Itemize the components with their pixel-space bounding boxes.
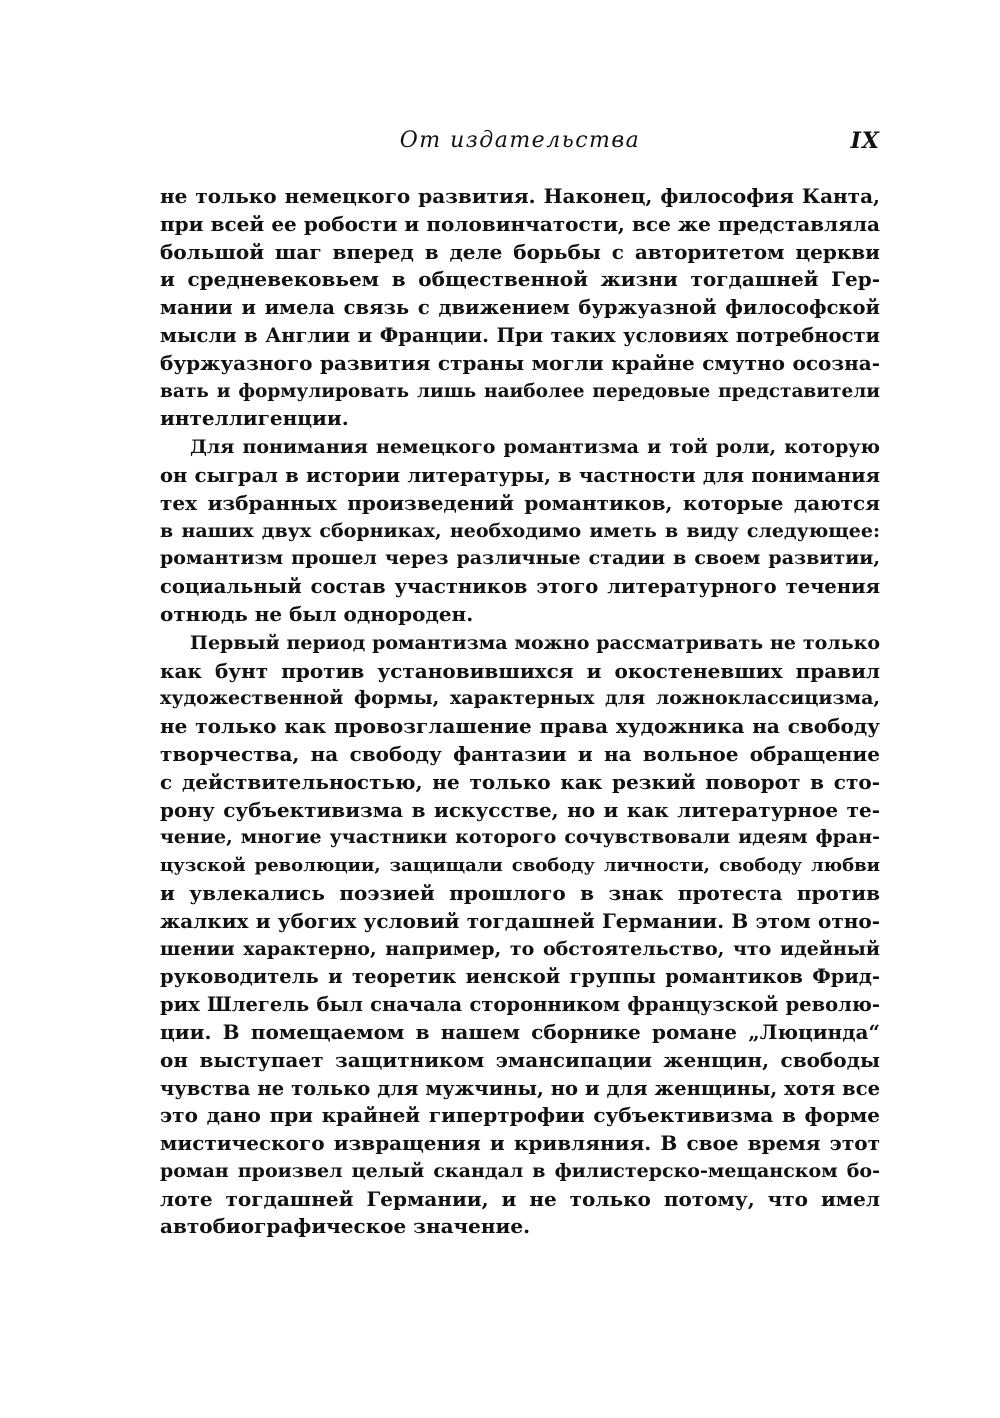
- text-line: буржуазного развития страны могли крайне смутно осозна-: [160, 350, 880, 375]
- text-line: вать и формулировать лишь наиболее передовые представители: [160, 380, 880, 402]
- text-line: он сыграл в истории литературы, в частности для понимания: [160, 463, 880, 487]
- text-line: ции. В помещаемом в нашем сборнике романе „Люцинда“: [160, 1019, 880, 1044]
- text-line: при всей ее робости и половинчатости, все же представляла: [160, 211, 880, 236]
- text-line: автобиографическое значение.: [160, 1214, 531, 1239]
- text-line: отнюдь не был однороден.: [160, 601, 474, 626]
- text-line: социальный состав участников этого литературного течения: [160, 575, 880, 599]
- text-line: художественной формы, характерных для ложноклассицизма,: [160, 687, 880, 710]
- text-line: мысли в Англии и Франции. При таких условиях потребности: [160, 323, 880, 347]
- paragraph-3: [160, 630, 880, 1242]
- text-line: он выступает защитником эмансипации женщин, свободы: [160, 1047, 880, 1072]
- text-line: с действительностью, не только как резкий поворот в сто-: [160, 769, 880, 794]
- text-line: большой шаг вперед в деле борьбы с авторитетом церкви: [160, 239, 880, 264]
- text-line: не только немецкого развития. Наконец, философия Канта,: [160, 184, 880, 208]
- text-line: тех избранных произведений романтиков, которые даются: [160, 490, 880, 515]
- body-text: [160, 183, 880, 1241]
- paragraph-1: [160, 183, 880, 433]
- text-line: мистического извращения и кривляния. В свое время этот: [160, 1131, 880, 1156]
- text-line: как бунт против установившихся и окостеневших правил: [160, 658, 880, 683]
- text-line: и средневековьем в общественной жизни тогдашней Гер-: [160, 267, 880, 292]
- text-line: интеллигенции.: [160, 406, 349, 431]
- text-line: роман произвел целый скандал в филистерско-мещанском бо-: [160, 1159, 880, 1182]
- text-line: это дано при крайней гипертрофии субъективизма в форме: [160, 1103, 880, 1128]
- page-number: IX: [850, 128, 880, 154]
- text-line: в наших двух сборниках, необходимо иметь в виду следующее:: [160, 519, 880, 542]
- text-line: цузской революции, защищали свободу личности, свободу любви: [160, 855, 880, 877]
- text-line: и увлекались поэзией прошлого в знак протеста против: [160, 880, 880, 905]
- text-line: Для понимания немецкого романтизма и той роли, которую: [190, 436, 880, 459]
- text-line: романтизм прошел через различные стадии в своем развитии,: [160, 547, 880, 570]
- running-title: От издательства: [399, 128, 641, 153]
- running-head: [160, 128, 880, 164]
- text-line: не только как провозглашение права художника на свободу: [160, 714, 880, 739]
- text-line: рих Шлегель был сначала сторонником французской револю-: [160, 993, 880, 1017]
- text-line: рону субъективизма в искусстве, но и как литературное те-: [160, 797, 880, 822]
- text-line: творчества, на свободу фантазии и на вольное обращение: [160, 741, 880, 766]
- text-line: чувства не только для мужчины, но и для женщины, хотя все: [160, 1076, 880, 1100]
- text-line: лоте тогдашней Германии, и не только потому, что имел: [160, 1186, 880, 1211]
- text-line: Первый период романтизма можно рассматривать не только: [190, 631, 880, 654]
- text-line: жалких и убогих условий тогдашней Германии. В этом отно-: [160, 908, 880, 933]
- text-line: мании и имела связь с движением буржуазной философской: [160, 296, 880, 320]
- text-line: руководитель и теоретик иенской группы романтиков Фрид-: [160, 965, 880, 989]
- text-line: шении характерно, например, то обстоятельство, что идейный: [160, 937, 880, 960]
- text-line: чение, многие участники которого сочувствовали идеям фран-: [160, 826, 880, 849]
- paragraph-2: [160, 434, 880, 629]
